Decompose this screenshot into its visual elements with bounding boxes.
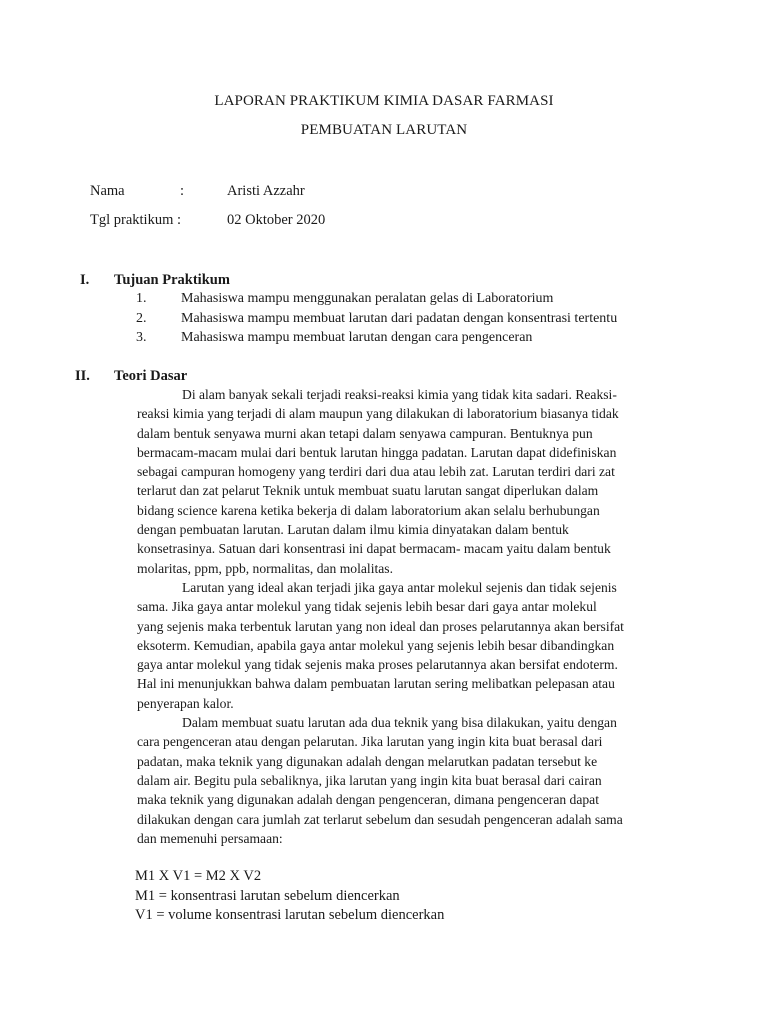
paragraph-line: dalam air. Begitu pula sebaliknya, jika larutan yang ingin kita buat berasal dari cairan — [137, 772, 602, 788]
paragraph-line: gaya antar molekul yang tidak sejenis maka proses pelarutannya akan bersifat endoterm. — [137, 657, 618, 673]
paragraph-line: sebagai campuran homogeny yang terdiri dari dua atau lebih zat. Larutan terdiri dari zat — [137, 464, 615, 480]
paragraph-line: maka teknik yang digunakan adalah dengan pengenceran, dimana pengenceran dapat — [137, 792, 599, 808]
paragraph-line: Di alam banyak sekali terjadi reaksi-reaksi kimia yang tidak kita sadari. Reaksi- — [182, 387, 617, 402]
objective-text: Mahasiswa mampu membuat larutan dengan cara pengenceran — [181, 330, 533, 345]
paragraph-line: cara pengenceran atau dengan pelarutan. Jika larutan yang ingin kita buat berasal dari — [137, 734, 603, 750]
section-2-heading: Teori Dasar — [114, 368, 188, 384]
paragraph-line: bidang science karena ketika bekerja di dalam laboratorium akan selalu berhubungan — [137, 502, 600, 518]
paragraph-line: Larutan yang ideal akan terjadi jika gaya antar molekul sejenis dan tidak sejenis — [182, 579, 617, 595]
paragraph-line: padatan, maka teknik yang digunakan adalah dengan melarutkan padatan tersebut ke — [137, 753, 598, 769]
paragraph-line: konsetrasinya. Satuan dari konsentrasi ini dapat bermacam- macam yaitu dalam bentuk — [137, 541, 611, 557]
paragraph-line: sama. Jika gaya antar molekul yang tidak sejenis lebih besar dari gaya antar molekul — [137, 599, 597, 615]
formula-definition-m1: M1 = konsentrasi larutan sebelum diencerkan — [135, 887, 400, 904]
paragraph-line: dilakukan dengan cara jumlah zat terlarut sebelum dan sesudah pengenceran adalah sama — [137, 811, 623, 827]
paragraph-line: Dalam membuat suatu larutan ada dua teknik yang bisa dilakukan, yaitu dengan — [182, 715, 617, 731]
paragraph-line: terlarut dan zat pelarut Teknik untuk membuat suatu larutan sangat diperlukan dalam — [137, 483, 599, 499]
objective-number: 2. — [136, 311, 147, 326]
paragraph-line: dan memenuhi persamaan: — [137, 830, 283, 846]
section-1-heading: Tujuan Praktikum — [114, 272, 230, 288]
paragraph-line: eksoterm. Kemudian, apabila gaya antar molekul yang sejenis lebih besar dibandingkan — [137, 637, 615, 653]
paragraph-line: yang sejenis maka terbentuk larutan yang non ideal dan proses pelarutannya akan bersifat — [137, 618, 624, 634]
objective-number: 1. — [136, 291, 147, 306]
paragraph-line: bermacam-macam mulai dari bentuk larutan hingga padatan. Larutan dapat didefiniskan — [137, 444, 617, 460]
objective-text: Mahasiswa mampu menggunakan peralatan gelas di Laboratorium — [181, 291, 554, 306]
paragraph-line: dengan pembuatan larutan. Larutan dalam ilmu kimia dinyatakan dalam bentuk — [137, 522, 569, 538]
paragraph-line: dalam bentuk senyawa murni akan tetapi dalam senyawa campuran. Bentuknya pun — [137, 425, 593, 441]
section-2-number: II. — [75, 368, 90, 384]
section-1-number: I. — [80, 272, 90, 288]
paragraph-line: Hal ini menunjukkan bahwa dalam pembuatan larutan sering melibatkan pelepasan atau — [137, 676, 615, 692]
formula-definition-v1: V1 = volume konsentrasi larutan sebelum diencerkan — [135, 907, 445, 923]
paragraph-line: molaritas, ppm, ppb, normalitas, dan molalitas. — [137, 560, 393, 576]
name-value: Aristi Azzahr — [227, 183, 305, 199]
date-label: Tgl praktikum : — [90, 212, 182, 228]
paragraph-line: reaksi kimia yang terjadi di alam maupun yang dilakukan di laboratorium biasanya tidak — [137, 406, 619, 422]
formula-block — [135, 867, 444, 926]
name-label: Nama — [90, 183, 125, 199]
document-subtitle: PEMBUATAN LARUTAN — [300, 122, 468, 138]
name-colon: : — [180, 183, 185, 199]
formula-equation: M1 X V1 = M2 X V2 — [135, 868, 262, 884]
document-title: LAPORAN PRAKTIKUM KIMIA DASAR FARMASI — [214, 93, 554, 109]
theory-text — [137, 385, 677, 848]
objective-number: 3. — [136, 330, 147, 345]
paragraph-line: penyerapan kalor. — [137, 695, 234, 711]
date-value: 02 Oktober 2020 — [227, 212, 326, 228]
objective-text: Mahasiswa mampu membuat larutan dari padatan dengan konsentrasi tertentu — [181, 311, 618, 326]
